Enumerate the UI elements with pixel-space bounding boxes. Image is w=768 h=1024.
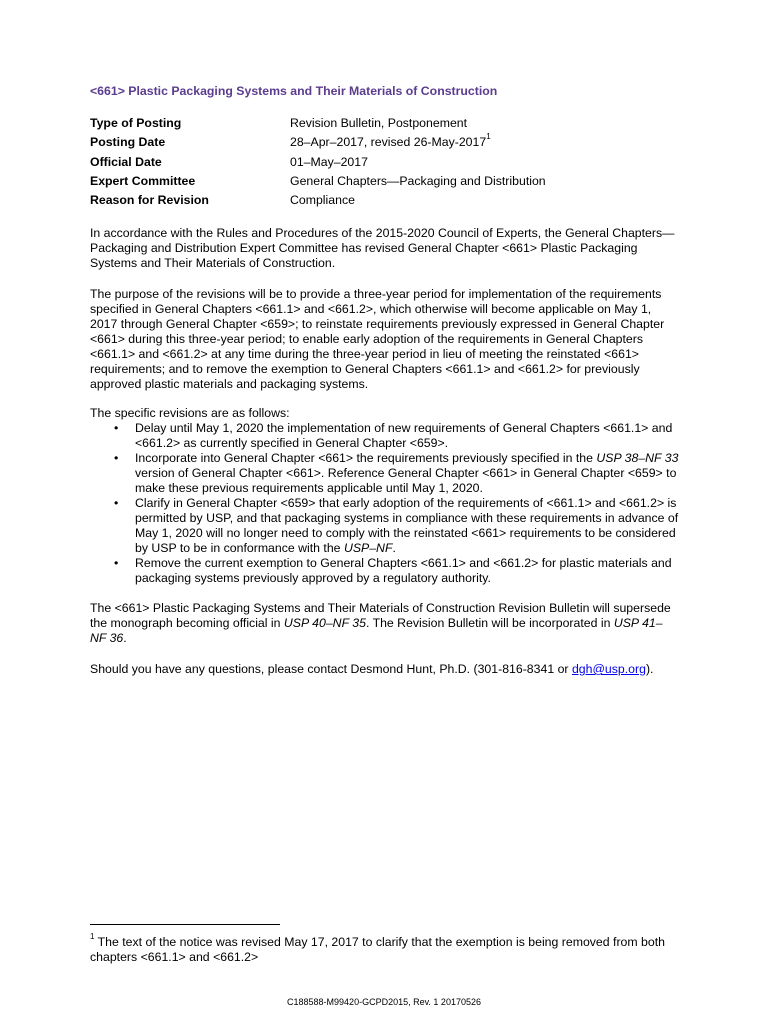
footnote-text: The text of the notice was revised May 17, 2017 to clarify that the exemption is being removed from both chapters <661.1> and <661.2> [90,935,665,964]
meta-row-reason [90,193,690,212]
meta-row-official-date [90,155,690,174]
list-item-text: Remove the current exemption to General Chapters <661.1> and <661.2> for plastic materials and packaging systems previously approved by a regulatory authority. [135,556,672,585]
list-item-text: Incorporate into General Chapter <661> the requirements previously specified in the [135,451,597,465]
text-run: . [123,631,127,645]
footnote-mark: 1 [90,931,95,941]
meta-label: Type of Posting [90,116,182,130]
revisions-list [90,421,680,586]
paragraph-revisions-intro: The specific revisions are as follows: [90,406,290,420]
text-run: The <661> Plastic Packaging Systems and Their Materials of Construction Revision Bulletin will supersede the monograph becoming official in [90,601,671,630]
bullet: • [114,421,119,435]
text-run: . The Revision Bulletin will be incorporated in [365,616,614,630]
meta-value: Compliance [290,193,355,208]
meta-label: Official Date [90,154,162,169]
meta-row-posting-date [90,132,690,154]
text-run: ). [645,662,654,676]
paragraph-supersede [90,601,678,646]
list-item-text: Delay until May 1, 2020 the implementation of new requirements of General Chapters <661.1> and <661.2> as currently specified in General Chapter <659>. [135,421,673,450]
list-item-italic: USP–NF [343,541,393,555]
bullet: • [114,556,119,570]
footnote [90,931,685,965]
footnote-divider [90,924,280,925]
posting-date-value: 28–Apr–2017, revised 26-May-2017 [290,135,487,150]
meta-label: Reason for Revision [90,193,209,208]
meta-value [290,132,690,150]
meta-row-type [90,116,690,135]
italic-run: USP 41–NF 36 [90,616,663,645]
posting-info-table [90,116,690,212]
email-link[interactable]: dgh@usp.org [571,662,646,676]
footnote-ref: 1 [486,132,491,142]
document-footer-id: C188588-M99420-GCPD2015, Rev. 1 20170526 [287,997,481,1007]
bullet: • [114,451,119,465]
list-item [90,421,680,451]
list-item [90,556,680,586]
paragraph-contact [90,662,678,677]
meta-value: Revision Bulletin, Postponement [290,116,468,130]
meta-value: 01–May–2017 [290,154,368,169]
text-run: Should you have any questions, please contact Desmond Hunt, Ph.D. (301-816-8341 or [90,662,572,676]
paragraph-intro: In accordance with the Rules and Procedures of the 2015-2020 Council of Experts, the General Chapters—Packaging and Distribution Expert Committee has revised General Chapter <661> Plastic Packaging Systems and Their Materials of Construction. [90,226,675,270]
meta-value: General Chapters—Packaging and Distribution [290,173,546,188]
list-item-text: . [392,541,396,555]
paragraph-purpose: The purpose of the revisions will be to provide a three-year period for implementation of the requirements specified in General Chapters <661.1> and <661.2>, which otherwise will become applicable on May 1, 2017 through General Chapter <659>; to reinstate requirements previously expressed in General Chapter <661> during this three-year period; to enable early adoption of the requirements in General Chapters <661.1> and <661.2> at any time during the three-year period in lieu of meeting the reinstated <661> requirements; and to remove the exemption to General Chapters <661.1> and <661.2> for previously approved plastic materials and packaging systems. [90,287,665,391]
bullet: • [114,496,119,510]
list-item [90,451,680,496]
list-item-text: Clarify in General Chapter <659> that early adoption of the requirements of <661.1> and <661.2> is permitted by USP, and that packaging systems in compliance with these requirements in advance of May 1, 2020 will no longer need to comply with the reinstated <661> requirements to be considered by USP to be in conformance with the [135,496,679,555]
meta-label: Posting Date [90,135,166,150]
document-title: <661> Plastic Packaging Systems and Their Materials of Construction [90,84,498,98]
list-item-text: version of General Chapter <661>. Reference General Chapter <661> in General Chapter <659> to make these previous requirements applicable until May 1, 2020. [135,466,677,495]
italic-run: USP 40–NF 35 [283,616,366,630]
list-item-italic: USP 38–NF 33 [596,451,679,465]
list-item [90,496,680,556]
meta-label: Expert Committee [90,173,196,188]
meta-row-committee [90,174,690,193]
